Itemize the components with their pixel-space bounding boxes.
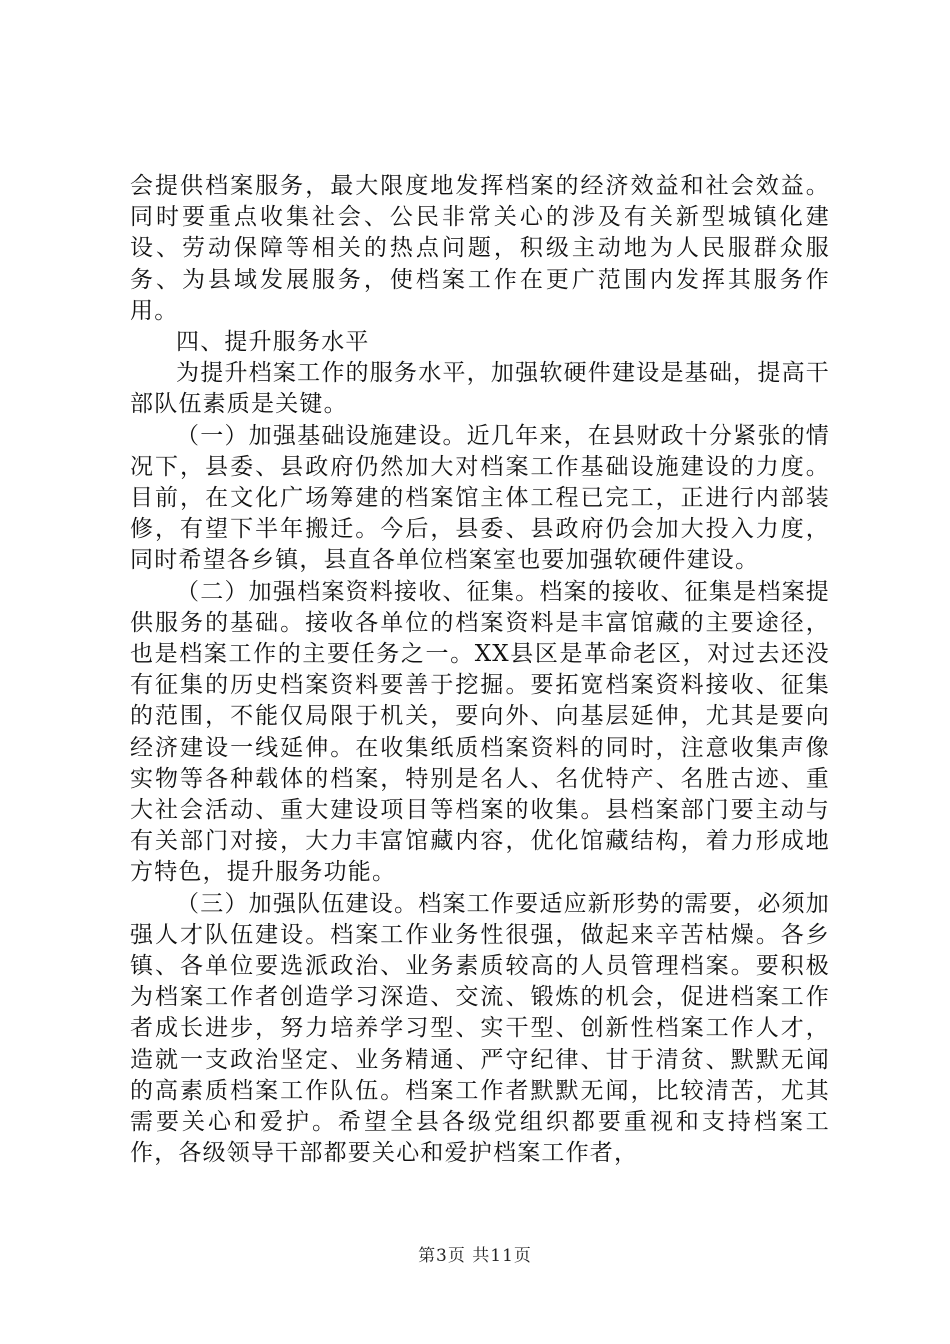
section-lead-paragraph: 为提升档案工作的服务水平，加强软硬件建设是基础，提高干部队伍素质是关键。 bbox=[130, 360, 830, 418]
paragraph-team-building: （三）加强队伍建设。档案工作要适应新形势的需要，必须加强人才队伍建设。档案工作业务性很强，做起来辛苦枯燥。各乡镇、各单位要选派政治、业务素质较高的人员管理档案。要积极为档案工作者创造学习深造、交流、锻炼的机会，促进档案工作者成长进步，努力培养学习型、实干型、创新性档案工作人才，造就一支政治坚定、业务精通、严守纪律、甘于清贫、默默无闻的高素质档案工作队伍。档案工作者默默无闻，比较清苦，尤其需要关心和爱护。希望全县各级党组织都要重视和支持档案工作，各级领导干部都要关心和爱护档案工作者， bbox=[130, 890, 830, 1167]
page-number-footer: 第3页 共11页 bbox=[418, 1246, 532, 1266]
paragraph-collection: （二）加强档案资料接收、征集。档案的接收、征集是档案提供服务的基础。接收各单位的档案资料是丰富馆藏的主要途径，也是档案工作的主要任务之一。XX县区是革命老区，对过去还没有征集的历史档案资料要善于挖掘。要拓宽档案资料接收、征集的范围，不能仅局限于机关，要向外、向基层延伸，尤其是要向经济建设一线延伸。在收集纸质档案资料的同时，注意收集声像实物等各种载体的档案，特别是名人、名优特产、名胜古迹、重大社会活动、重大建设项目等档案的收集。县档案部门要主动与有关部门对接，大力丰富馆藏内容，优化馆藏结构，着力形成地方特色，提升服务功能。 bbox=[130, 578, 830, 886]
section-heading: 四、提升服务水平 bbox=[176, 329, 370, 356]
paragraph-continuation: 会提供档案服务，最大限度地发挥档案的经济效益和社会效益。同时要重点收集社会、公民非常关心的涉及有关新型城镇化建设、劳动保障等相关的热点问题，积级主动地为人民服群众服务、为县域发展服务，使档案工作在更广范围内发挥其服务作用。 bbox=[130, 173, 830, 324]
paragraph-infrastructure: （一）加强基础设施建设。近几年来，在县财政十分紧张的情况下，县委、县政府仍然加大对档案工作基础设施建设的力度。目前，在文化广场筹建的档案馆主体工程已完工，正进行内部装修，有望下半年搬迁。今后，县委、县政府仍会加大投入力度，同时希望各乡镇，县直各单位档案室也要加强软硬件建设。 bbox=[130, 422, 830, 574]
document-body bbox=[130, 171, 830, 1170]
